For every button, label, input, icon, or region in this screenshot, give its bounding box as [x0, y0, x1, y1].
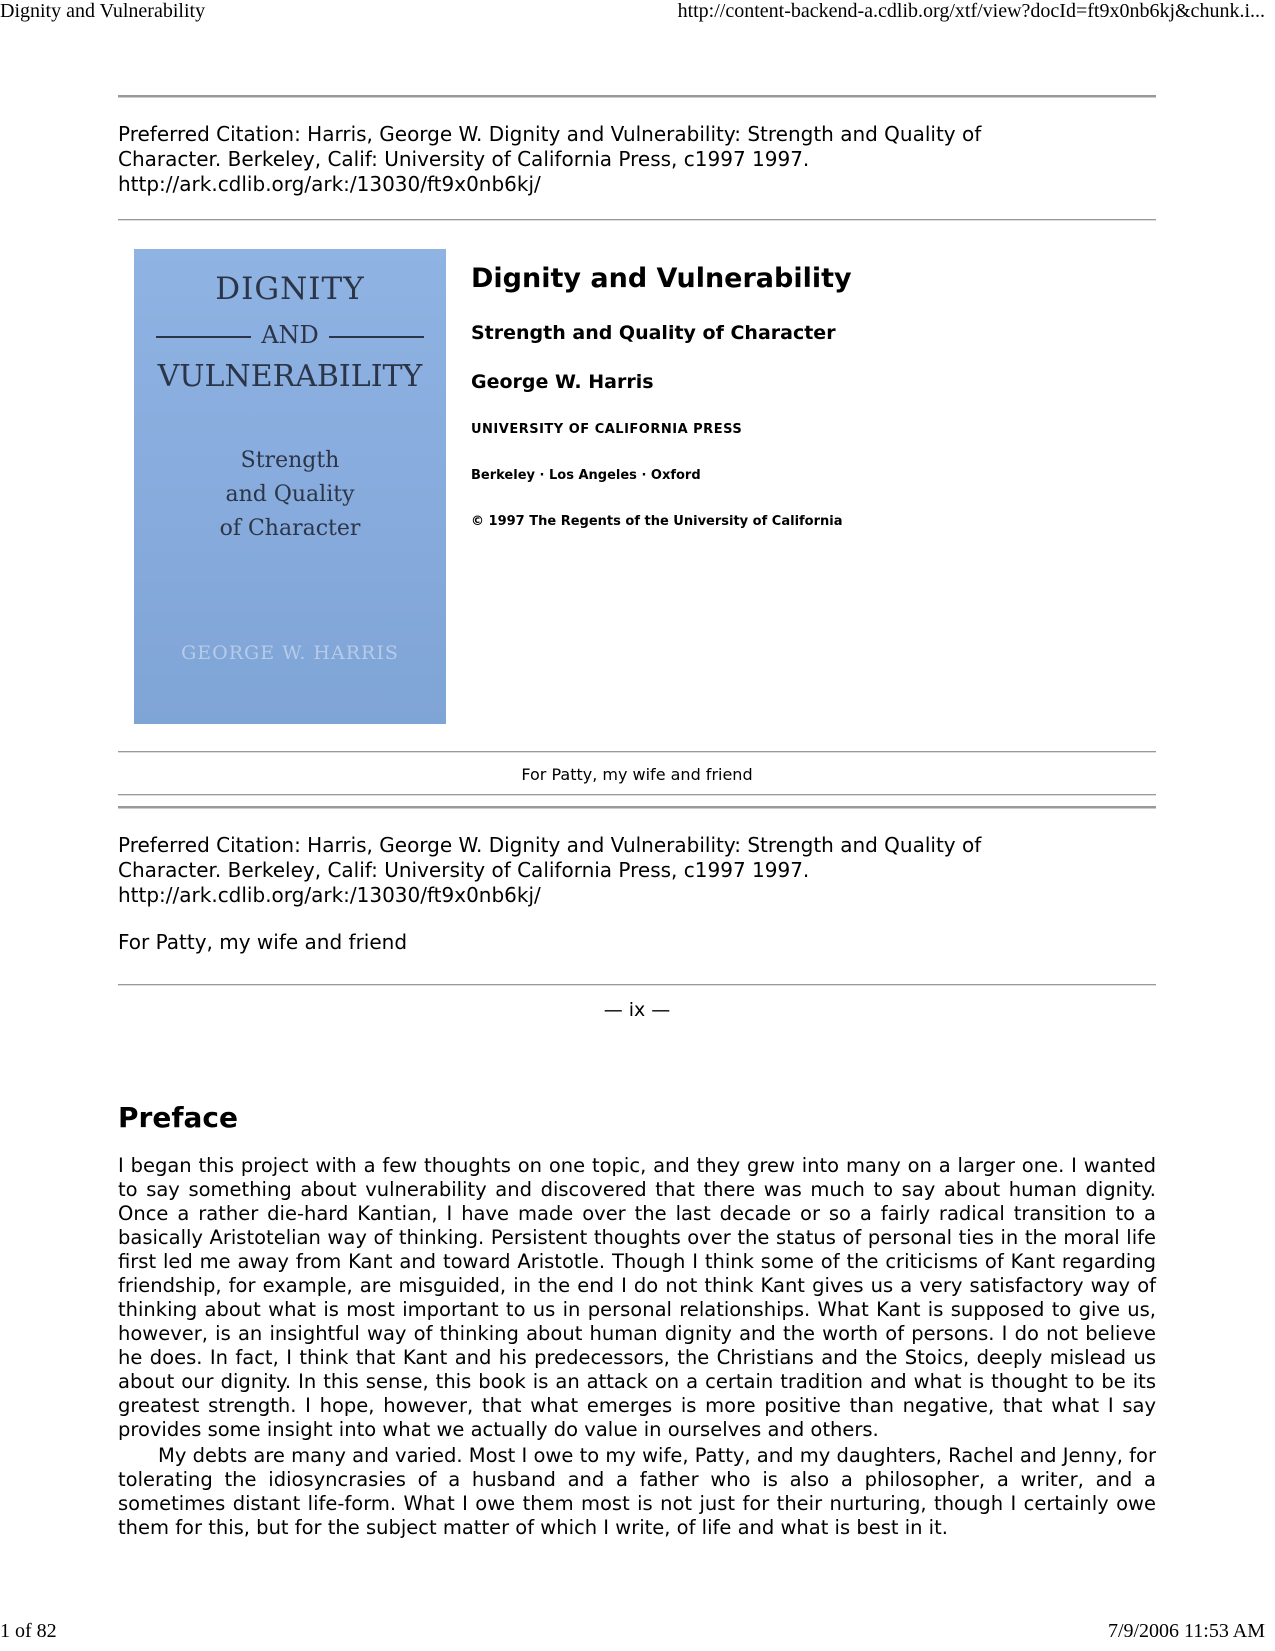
- preface-heading: Preface: [118, 1101, 238, 1134]
- preface-paragraph: My debts are many and varied. Most I owe to my wife, Patty, and my daughters, Rachel and Jenny, for tolerating the idiosyncrasies of a husband and a father who is also a philosopher, a writer, and a sometimes distant life-form. What I owe them most is not just for their nurturing, though I certainly owe them for this, but for the subject matter of which I write, of life and what is best in it.: [118, 1444, 1156, 1539]
- citation-line: Character. Berkeley, Calif: University of California Press, c1997 1997.: [118, 858, 810, 882]
- publisher: UNIVERSITY OF CALIFORNIA PRESS: [471, 422, 743, 437]
- cover-subtitle: Strength and Quality of Character: [219, 448, 361, 541]
- cover-title-word: DIGNITY: [215, 271, 365, 307]
- cover-and: AND: [134, 321, 446, 349]
- divider: [118, 806, 1156, 809]
- book-subtitle: Strength and Quality of Character: [471, 322, 836, 344]
- citation-line: Character. Berkeley, Calif: University of California Press, c1997 1997.: [118, 147, 810, 171]
- publisher-cities: Berkeley · Los Angeles · Oxford: [471, 468, 701, 483]
- divider: [118, 984, 1156, 986]
- citation-line: Preferred Citation: Harris, George W. Dignity and Vulnerability: Strength and Quality of: [118, 833, 982, 857]
- citation-link[interactable]: http://ark.cdlib.org/ark:/13030/ft9x0nb6kj/: [118, 172, 541, 196]
- book-cover-image: [134, 249, 446, 724]
- preface-paragraph: I began this project with a few thoughts on one topic, and they grew into many on a larger one. I wanted to say something about vulnerability and discovered that there was much to say about human dignity. Once a rather die-hard Kantian, I have made over the last decade or so a fairly radical transition to a basically Aristotelian way of thinking. Persistent thoughts over the status of personal ties in the moral life first led me away from Kant and toward Aristotle. Though I think some of the criticisms of Kant regarding friendship, for example, are misguided, in the end I do not think Kant gives us a very satisfactory way of thinking about what is most important to us in personal relationships. What Kant is supposed to give us, however, is an insightful way of thinking about human dignity and the worth of persons. I do not believe he does. In fact, I think that Kant and his predecessors, the Christians and the Stoics, deeply mislead us about our dignity. In this sense, this book is an attack on a certain tradition and what is thought to be its greatest strength. I hope, however, that what emerges is more positive than negative, that what I say provides some insight into what we actually do value in ourselves and others.: [118, 1154, 1156, 1441]
- divider: [118, 95, 1156, 98]
- preface-section: [118, 1101, 1156, 1540]
- print-header-title: Dignity and Vulnerability: [0, 0, 206, 22]
- copyright: © 1997 The Regents of the University of California: [471, 514, 843, 529]
- cover-author: GEORGE W. HARRIS: [181, 642, 399, 664]
- title-page: [118, 221, 1156, 751]
- dedication-box: For Patty, my wife and friend: [521, 765, 753, 784]
- cover-title-word: VULNERABILITY: [157, 359, 423, 394]
- book-title: Dignity and Vulnerability: [471, 263, 852, 294]
- dedication: For Patty, my wife and friend: [118, 930, 408, 954]
- print-footer-page-count: 1 of 82: [0, 1620, 57, 1642]
- print-header-url: http://content-backend-a.cdlib.org/xtf/view?docId=ft9x0nb6kj&chunk.i...: [677, 0, 1265, 22]
- book-author: George W. Harris: [471, 371, 654, 393]
- preferred-citation: [118, 122, 1156, 197]
- title-page-text: [471, 263, 852, 529]
- citation-line: Preferred Citation: Harris, George W. Dignity and Vulnerability: Strength and Quality of: [118, 122, 982, 146]
- print-footer-timestamp: 7/9/2006 11:53 AM: [1107, 1620, 1265, 1642]
- page-number: — ix —: [603, 999, 671, 1021]
- citation-link[interactable]: http://ark.cdlib.org/ark:/13030/ft9x0nb6kj/: [118, 883, 541, 907]
- document-content: [118, 95, 1156, 1540]
- preferred-citation: [118, 833, 1156, 908]
